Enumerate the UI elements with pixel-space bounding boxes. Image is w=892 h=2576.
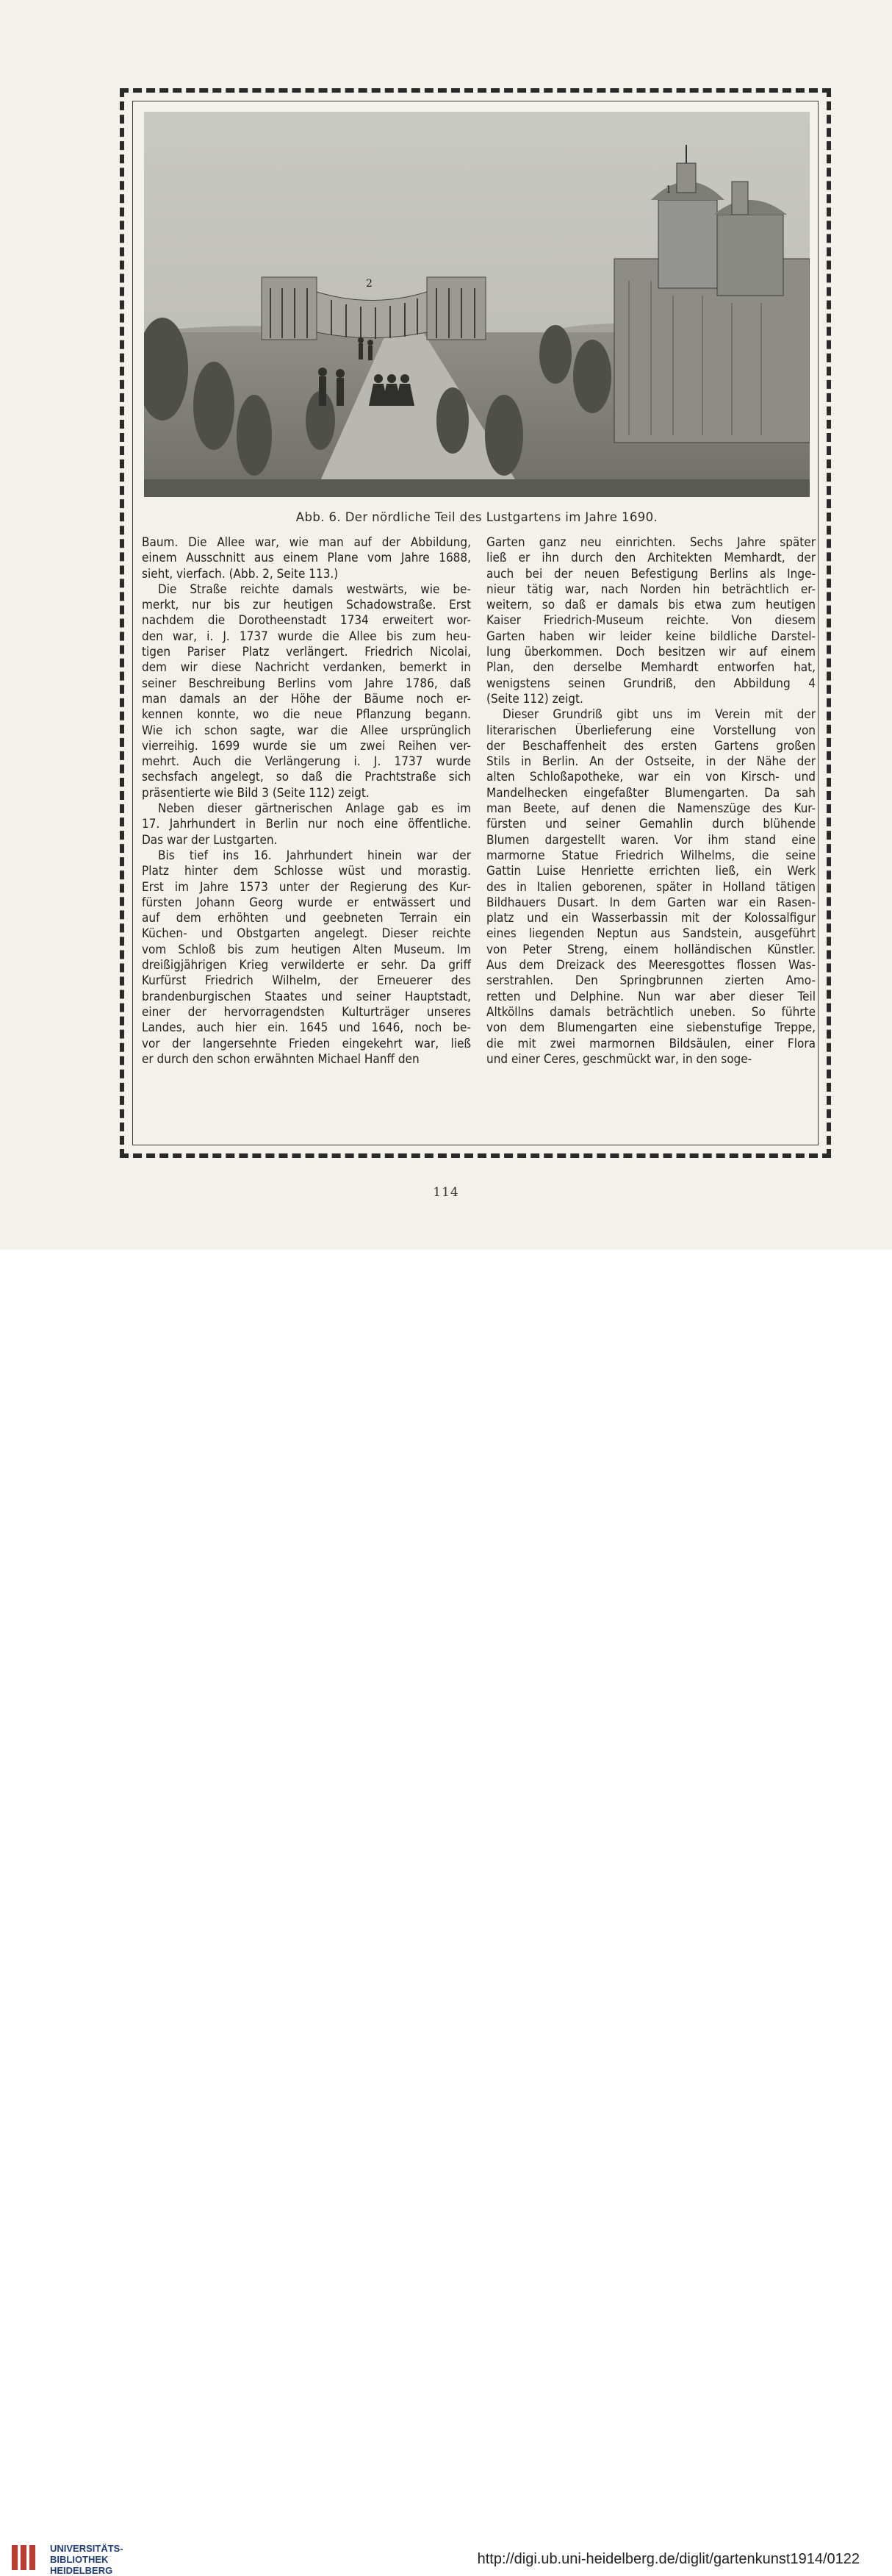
text-line: Bildhauers Dusart. In dem Garten war ein Rasen- — [486, 895, 816, 910]
text-line: Baum. Die Allee war, wie man auf der Abbildung, — [142, 535, 471, 550]
engraving-image — [144, 112, 810, 497]
text-line: einer der hervorragendsten Kulturträger unseres — [142, 1004, 471, 1020]
text-line: des in Italien geborenen, später in Holland tätigen — [486, 879, 816, 895]
text-line: merkt, nur bis zur heutigen Schadowstraße. Erst — [142, 598, 471, 613]
text-line: Altköllns damals beträchtlich uneben. So führte — [486, 1004, 816, 1020]
text-line: mehrt. Auch die Verlängerung i. J. 1737 wurde — [142, 754, 471, 770]
text-line: dreißigjährigen Krieg verwilderte er sehr. Da griff — [142, 958, 471, 973]
text-line: einem Ausschnitt aus einem Plane vom Jahre 1688, — [142, 551, 471, 566]
text-line: Erst im Jahre 1573 unter der Regierung des Kur- — [142, 879, 471, 895]
text-line: literarischen Überlieferung eine Vorstellung von — [486, 723, 816, 738]
library-name-line-3: HEIDELBERG — [50, 2565, 113, 2576]
text-line: sechsfach angelegt, so daß die Prachtstraße sich — [142, 770, 471, 785]
library-name-line-2: BIBLIOTHEK — [50, 2554, 109, 2565]
text-line: Landes, auch hier ein. 1645 und 1646, noch be- — [142, 1020, 471, 1036]
text-line: auf dem erhöhten und geebneten Terrain ein — [142, 911, 471, 926]
text-line: 17. Jahrhundert in Berlin nur noch eine öffentliche. — [142, 817, 471, 832]
page-number: 114 — [433, 1185, 459, 1200]
text-line: marmorne Statue Friedrich Wilhelms, die seine — [486, 848, 816, 863]
text-line: Stils in Berlin. An der Ostseite, in der Nähe der — [486, 754, 816, 770]
text-line: Blumen dargestellt waren. Vor ihm stand eine — [486, 832, 816, 848]
text-line: fürsten Johann Georg wurde er entwässert und — [142, 895, 471, 910]
text-line: vierreihig. 1699 wurde sie um zwei Reihen ver- — [142, 738, 471, 754]
text-line: seiner Beschreibung Berlins vom Jahre 1786, daß — [142, 676, 471, 691]
text-line: von Peter Streng, einem holländischen Künstler. — [486, 942, 816, 957]
text-line: kennen konnte, wo die neue Pflanzung begann. — [142, 707, 471, 723]
text-line: Dieser Grundriß gibt uns im Verein mit der — [503, 707, 816, 723]
text-line: die mit zwei marmornen Bildsäulen, einer Flora — [486, 1036, 816, 1051]
text-line: Aus dem Dreizack des Meeresgottes flossen Was- — [486, 958, 816, 973]
text-line: auch bei der neuen Befestigung Berlins als Inge- — [486, 566, 816, 582]
lustgarten-illustration — [144, 112, 810, 497]
scanned-page — [0, 0, 892, 1250]
text-line: Gattin Luise Henriette errichten ließ, ein Werk — [486, 864, 816, 879]
text-line: alten Schloßapotheke, war ein von Kirsch- und — [486, 770, 816, 785]
text-line: man damals an der Höhe der Bäume noch er- — [142, 691, 471, 706]
library-name-line-1: UNIVERSITÄTS- — [50, 2543, 123, 2554]
text-line: nieur tätig war, nach Norden hin beträchtlich er- — [486, 582, 816, 597]
text-line: Garten ganz neu einrichten. Sechs Jahre später — [486, 535, 816, 550]
text-line: und einer Ceres, geschmückt war, in den soge- — [486, 1051, 752, 1067]
text-line: Kurfürst Friedrich Wilhelm, der Erneuerer des — [142, 973, 471, 989]
text-line: man Beete, auf denen die Namenszüge des Kur- — [486, 801, 816, 817]
text-line: Platz hinter dem Schlosse wüst und morastig. — [142, 864, 471, 879]
digitization-footer — [0, 1250, 892, 2576]
figure-caption: Abb. 6. Der nördliche Teil des Lustgartens im Jahre 1690. — [295, 510, 658, 524]
text-line: präsentierte wie Bild 3 (Seite 112) zeigt. — [142, 785, 370, 801]
text-line: Plan, den derselbe Memhardt entworfen hat, — [486, 660, 816, 676]
text-line: serstrahlen. Den Springbrunnen zierten Amo- — [486, 973, 816, 989]
text-line: Wie ich schon sagte, war die Allee ursprünglich — [142, 723, 471, 738]
text-line: retten und Delphine. Nun war aber dieser Teil — [486, 989, 816, 1004]
text-line: Garten haben wir leider keine bildliche Darstel- — [486, 629, 816, 644]
text-line: Das war der Lustgarten. — [142, 832, 278, 848]
left-text-column — [142, 535, 471, 1067]
text-line: wenigstens seinen Grundriß, den Abbildung 4 — [486, 676, 816, 691]
text-line: von dem Blumengarten eine siebenstufige Treppe, — [486, 1020, 816, 1036]
text-line: Kaiser Friedrich-Museum reichte. Von diesem — [486, 613, 816, 629]
text-line: fürsten und seiner Gemahlin durch blühende — [486, 817, 816, 832]
text-line: Bis tief ins 16. Jahrhundert hinein war der — [158, 848, 471, 863]
text-line: der Beschaffenheit des ersten Gartens großen — [486, 738, 816, 754]
text-line: dem wir diese Nachricht verdanken, bemerkt in — [142, 660, 471, 676]
text-line: er durch den schon erwähnten Michael Hanff den — [142, 1051, 420, 1067]
text-line: vom Schloß bis zum heutigen Alten Museum. Im — [142, 942, 471, 957]
text-line: ließ er ihn durch den Architekten Memhardt, der — [486, 551, 816, 566]
text-line: sieht, vierfach. (Abb. 2, Seite 113.) — [142, 566, 339, 582]
text-line: Neben dieser gärtnerischen Anlage gab es im — [158, 801, 471, 817]
text-line: tigen Pariser Platz verlängert. Friedrich Nicolai, — [142, 645, 471, 660]
text-line: den war, i. J. 1737 wurde die Allee bis zum heu- — [142, 629, 471, 644]
university-library-logo-icon — [10, 2542, 40, 2573]
text-line: nachdem die Dorotheenstadt 1734 erweitert wor- — [142, 613, 471, 629]
figure-marker-1: 1 — [666, 185, 672, 196]
text-line: weitern, so daß er damals bis etwa zum heutigen — [486, 598, 816, 613]
text-line: (Seite 112) zeigt. — [486, 691, 583, 706]
text-line: Küchen- und Obstgarten angelegt. Dieser reichte — [142, 926, 471, 942]
text-line: platz und ein Wasserbassin mit der Kolossalfigur — [486, 911, 816, 926]
source-url-link[interactable]: http://digi.ub.uni-heidelberg.de/diglit/gartenkunst1914/0122 — [477, 2551, 860, 2567]
text-line: Die Straße reichte damals westwärts, wie be- — [158, 582, 471, 597]
library-name — [50, 2543, 123, 2576]
text-line: brandenburgischen Staates und seiner Hauptstadt, — [142, 989, 471, 1004]
right-text-column — [486, 535, 816, 1067]
text-line: lung überkommen. Doch besitzen wir auf einem — [486, 645, 816, 660]
figure-marker-2: 2 — [366, 278, 373, 290]
text-line: vor der langersehnte Frieden eingekehrt war, ließ — [142, 1036, 471, 1051]
text-line: Mandelhecken eingefaßter Blumengarten. Da sah — [486, 785, 816, 801]
text-line: eines liegenden Neptun aus Sandstein, ausgeführt — [486, 926, 816, 942]
